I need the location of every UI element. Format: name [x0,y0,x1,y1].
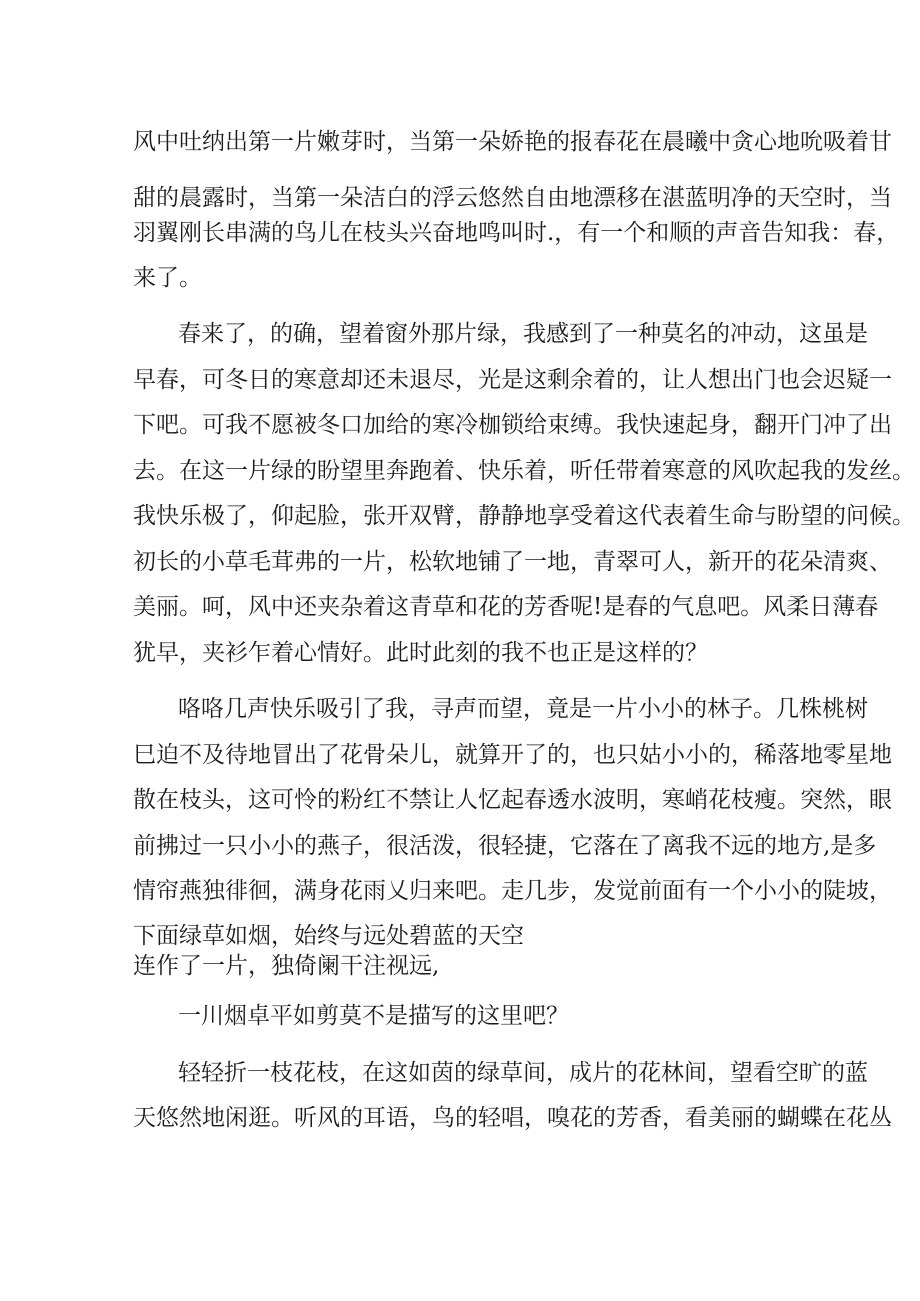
text-line: 一川烟卓平如剪莫不是描写的这里吧？ [178,1003,569,1029]
text-line: 春来了，的确，望着窗外那片绿，我感到了一种莫名的冲动，这虽是 [178,321,868,347]
text-line: 风中吐纳出第一片嫩芽时，当第一朵娇艳的报春花在晨曦中贪心地吮吸着甘 [133,129,892,155]
text-line: 我快乐极了，仰起脸，张开双臂，静静地享受着这代表着生命与盼望的问候。 [133,503,915,529]
text-line: 甜的晨露时，当第一朵洁白的浮云悠然自由地漂移在湛蓝明净的天空时，当 [133,185,892,211]
text-line: 下吧。可我不愿被冬口加给的寒冷枷锁给束缚。我快速起身，翻开门冲了出 [133,412,892,438]
text-line: 情帘燕独徘徊，满身花雨乂归来吧。走几步，发觉前面有一个小小的陡坡， [133,878,892,904]
text-line: 下面绿草如烟，始终与远处碧蓝的天空 [133,923,524,949]
text-line: 羽翼刚长串满的鸟儿在枝头兴奋地鸣叫时.，有一个和顺的声音告知我：春， [133,220,900,246]
text-line: 去。在这一片绿的盼望里奔跑着、快乐着，听任带着寒意的风吹起我的发丝。 [133,458,915,484]
text-line: 轻轻折一枝花枝，在这如茵的绿草间，成片的花林间，望看空旷的蓝 [178,1060,868,1086]
text-line: 来了。 [133,265,202,291]
text-line: 前拂过一只小小的燕子，很活泼，很轻捷，它落在了离我不远的地方,是多 [133,833,877,859]
text-line: 咯咯几声快乐吸引了我，寻声而望，竟是一片小小的林子。几株桃树 [178,696,868,722]
text-line: 美丽。呵，风中还夹杂着这青草和花的芳香呢!是春的气息吧。风柔日薄春 [133,594,879,620]
text-line: 散在枝头，这可怜的粉红不禁让人忆起春透水波明，寒峭花枝瘦。突然，眼 [133,787,892,813]
text-line: 天悠然地闲逛。听风的耳语，鸟的轻唱，嗅花的芳香，看美丽的蝴蝶在花丛 [133,1105,892,1131]
text-line: 连作了一片，独倚阑干注视远, [133,953,440,979]
text-line: 犹早，夹衫乍着心情好。此时此刻的我不也正是这样的？ [133,640,708,666]
text-line: 初长的小草毛茸弗的一片，松软地铺了一地，青翠可人，新开的花朵清爽、 [133,549,892,575]
text-line: 早春，可冬日的寒意却还未退尽，光是这剩余着的，让人想出门也会迟疑一 [133,367,892,393]
text-line: 巳迫不及待地冒出了花骨朵儿，就算开了的，也只姑小小的，稀落地零星地 [133,742,892,768]
